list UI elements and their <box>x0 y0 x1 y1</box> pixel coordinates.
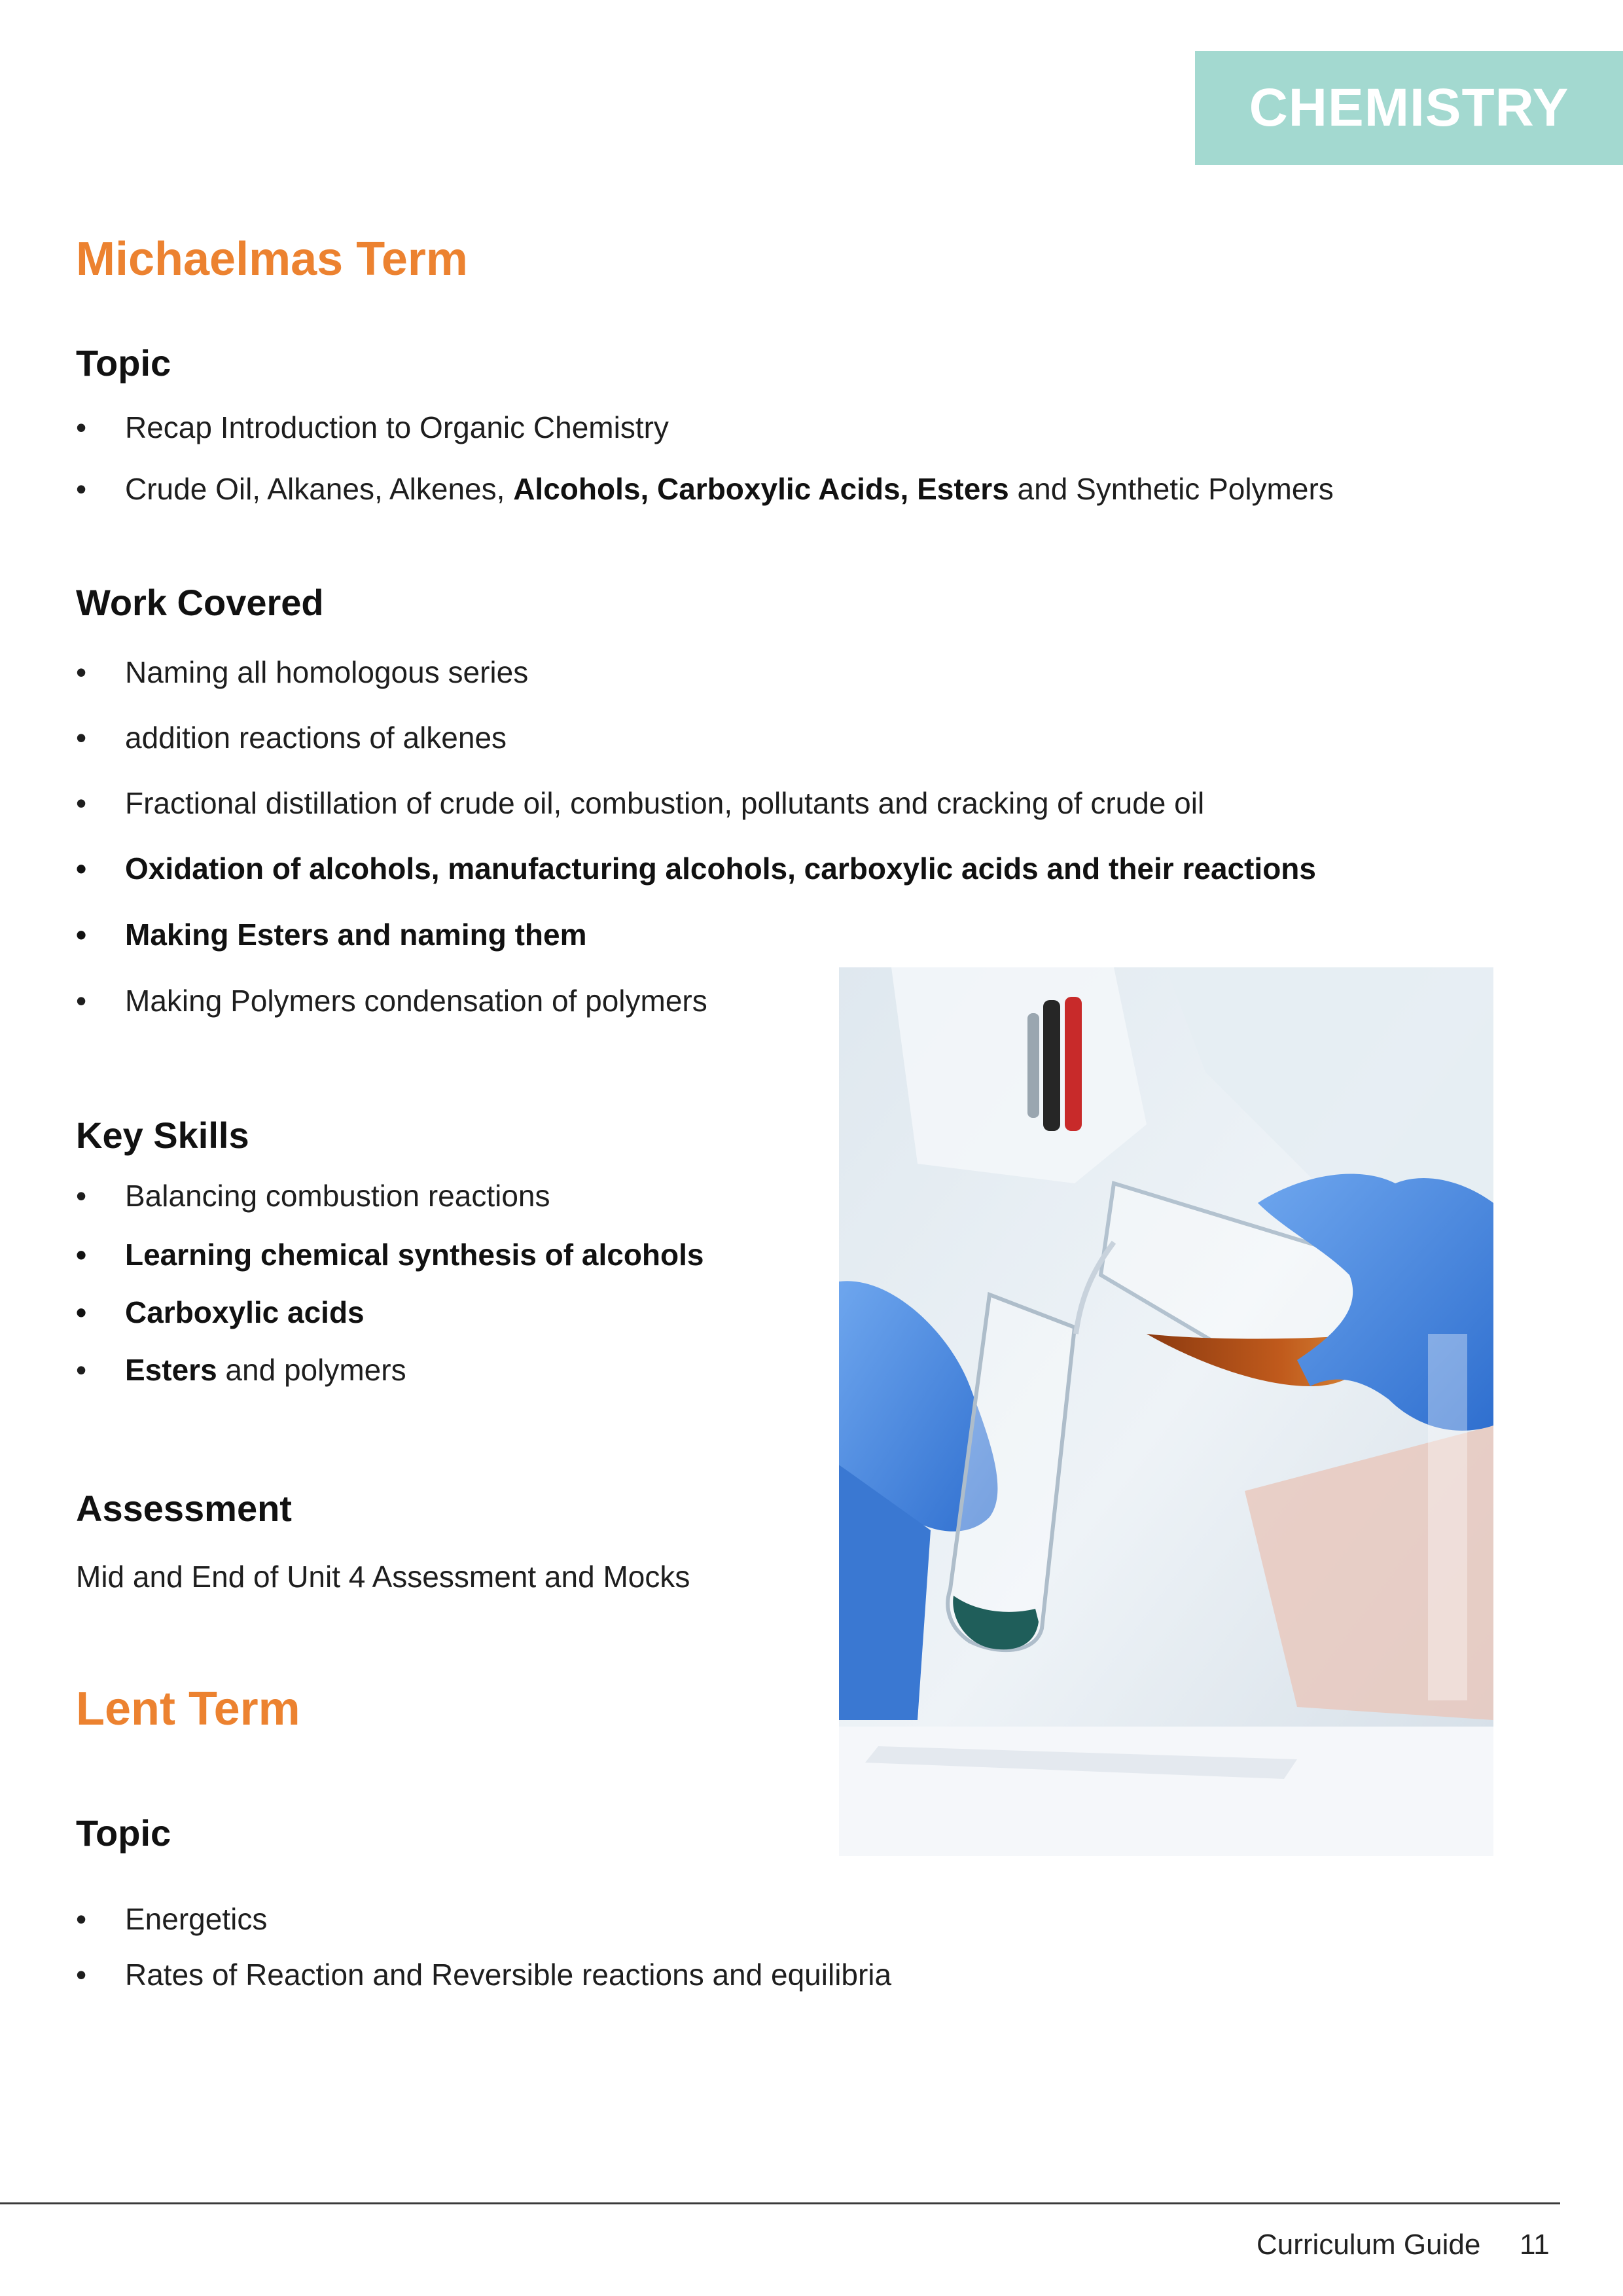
footer-divider <box>0 2202 1560 2204</box>
bullet-icon: • <box>76 721 87 755</box>
bullet-icon: • <box>76 786 87 820</box>
bullet-icon: • <box>76 1353 87 1387</box>
bullet-icon: • <box>76 1902 87 1936</box>
bullet-icon: • <box>76 984 87 1018</box>
michaelmas-term-title: Michaelmas Term <box>76 233 468 285</box>
subject-tab <box>1195 51 1623 165</box>
subject-label: CHEMISTRY <box>1249 78 1569 137</box>
bullet-icon: • <box>76 1958 87 1992</box>
bullet-icon: • <box>76 852 87 886</box>
bullet-icon: • <box>76 472 87 506</box>
michaelmas-topic-heading: Topic <box>76 342 171 384</box>
work-covered-heading: Work Covered <box>76 582 324 623</box>
footer-label: Curriculum Guide <box>1257 2229 1481 2261</box>
key-skills-heading: Key Skills <box>76 1115 249 1156</box>
bullet-icon: • <box>76 655 87 689</box>
lent-term-title: Lent Term <box>76 1683 300 1735</box>
bullet-icon: • <box>76 1238 87 1272</box>
bullet-icon: • <box>76 410 87 444</box>
assessment-heading: Assessment <box>76 1488 292 1529</box>
page-number: 11 <box>1520 2229 1550 2261</box>
bullet-icon: • <box>76 1179 87 1213</box>
lent-topic-heading: Topic <box>76 1812 171 1854</box>
bullet-icon: • <box>76 1295 87 1329</box>
assessment-text: Mid and End of Unit 4 Assessment and Mocks <box>76 1560 690 1594</box>
bullet-icon: • <box>76 918 87 952</box>
lab-photo <box>839 967 1493 1856</box>
